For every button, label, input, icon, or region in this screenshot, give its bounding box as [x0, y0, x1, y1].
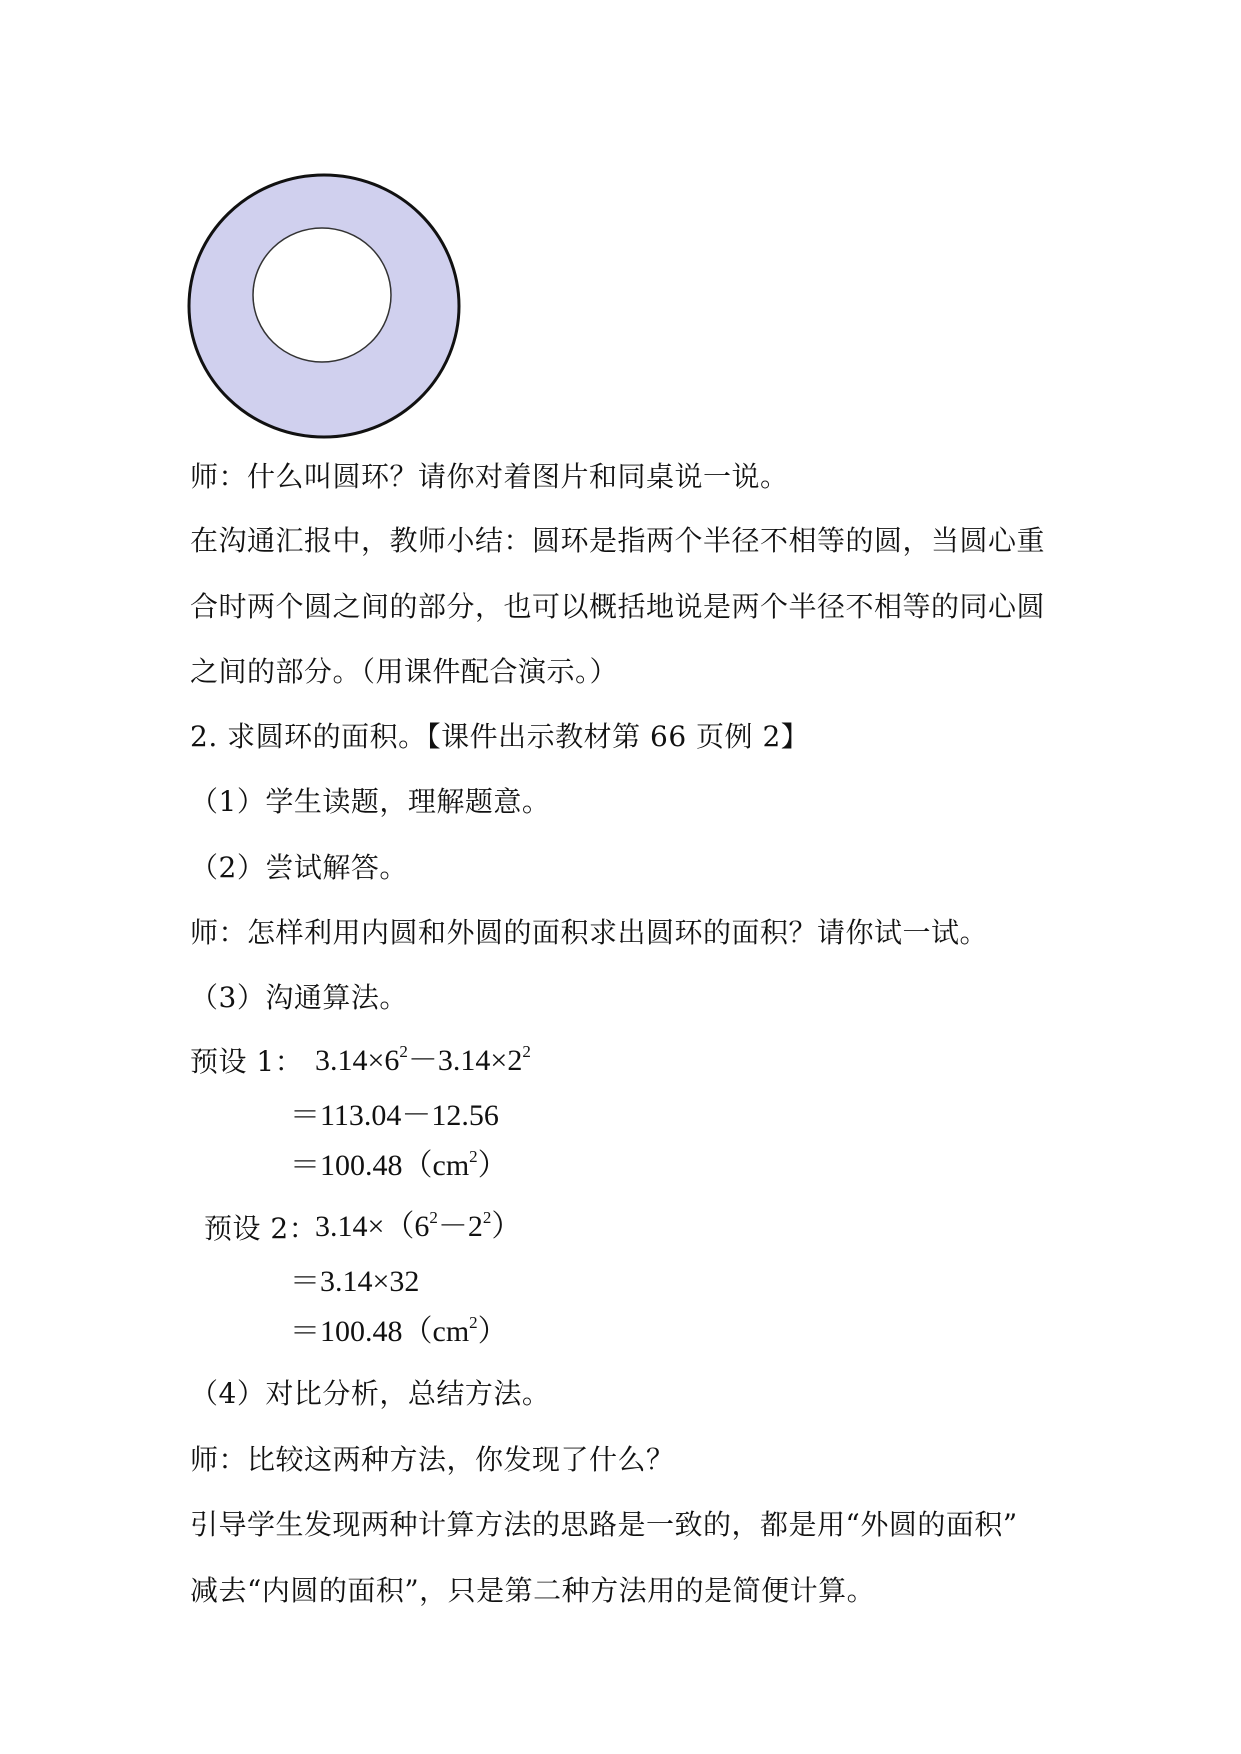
formula-term: ＝100.48（cm [290, 1149, 470, 1182]
paragraph-summary-1: 在沟通汇报中，教师小结：圆环是指两个半径不相等的圆，当圆心重 [190, 524, 1046, 557]
formula-term: 3.14×（6 [315, 1210, 430, 1243]
method-1-label: 预设 1： [190, 1045, 304, 1078]
formula-exponent: 2 [469, 1147, 478, 1166]
paragraph-conclusion-2: 减去“内圆的面积”，只是第二种方法用的是简便计算。 [190, 1574, 876, 1607]
formula-term: －2 [437, 1210, 483, 1243]
annulus-figure [186, 171, 462, 441]
inner-circle [253, 228, 391, 362]
method-1-formula-line-3 [290, 1149, 508, 1183]
formula-term: ＝100.48（cm [290, 1315, 470, 1348]
formula-term: ） [491, 1210, 522, 1243]
formula-term: ） [477, 1149, 508, 1182]
formula-exponent: 2 [482, 1208, 492, 1227]
paragraph-summary-2: 合时两个圆之间的部分，也可以概括地说是两个半径不相等的同心圆 [190, 590, 1046, 623]
formula-exponent: 2 [469, 1313, 478, 1332]
step-2-try: （2）尝试解答。 [190, 851, 408, 884]
paragraph-teacher-question: 师：怎样利用内圆和外圆的面积求出圆环的面积？请你试一试。 [190, 916, 989, 949]
method-2-formula-line-1 [315, 1210, 521, 1244]
section-heading-ring-area: 2. 求圆环的面积。【课件出示教材第 66 页例 2】 [190, 720, 810, 753]
paragraph-summary-3: 之间的部分。（用课件配合演示。） [190, 655, 619, 688]
formula-exponent: 2 [429, 1208, 438, 1227]
step-4-compare: （4）对比分析，总结方法。 [190, 1377, 551, 1410]
formula-term: 3.14×6 [315, 1044, 400, 1077]
step-3-communicate: （3）沟通算法。 [190, 981, 408, 1014]
formula-term: ） [477, 1315, 508, 1348]
paragraph-conclusion-1: 引导学生发现两种计算方法的思路是一致的，都是用“外圆的面积” [190, 1508, 1018, 1541]
method-2-formula-line-2: ＝3.14×32 [290, 1265, 420, 1298]
method-1-formula-line-2: ＝113.04－12.56 [290, 1099, 499, 1132]
method-2-label: 预设 2： [204, 1212, 318, 1245]
method-1-formula-line-1 [315, 1044, 531, 1078]
paragraph-teacher-compare: 师：比较这两种方法，你发现了什么？ [190, 1443, 675, 1476]
formula-exponent: 2 [399, 1042, 408, 1061]
method-2-formula-line-3 [290, 1315, 508, 1349]
formula-exponent: 2 [522, 1042, 531, 1061]
formula-term: －3.14×2 [407, 1044, 523, 1077]
step-1-read: （1）学生读题，理解题意。 [190, 785, 551, 818]
paragraph-question-ring: 师：什么叫圆环？请你对着图片和同桌说一说。 [190, 460, 789, 493]
